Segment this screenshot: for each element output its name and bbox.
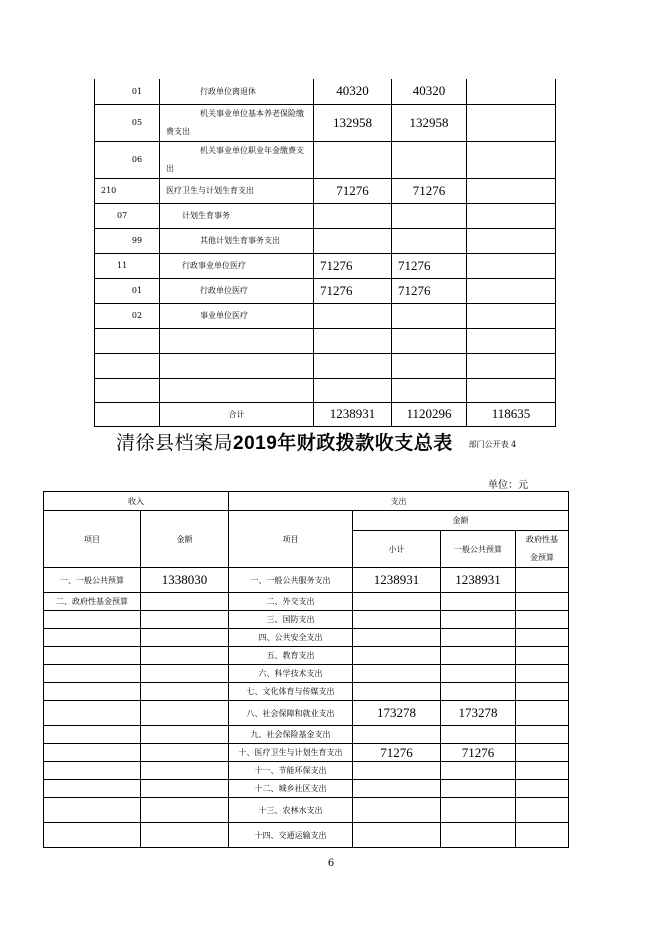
income-amount — [141, 647, 229, 665]
expense-item: 十四、交通运输支出 — [229, 823, 353, 848]
table-row — [95, 228, 556, 253]
total-row — [95, 402, 556, 426]
expense-general — [441, 629, 516, 647]
income-amount: 1338030 — [141, 568, 229, 593]
expense-fund — [516, 629, 569, 647]
row-general — [392, 141, 467, 178]
expense-item: 六、科学技术支出 — [229, 665, 353, 683]
page-number: 6 — [327, 858, 335, 869]
row-code: 05 — [95, 104, 160, 141]
expense-item: 十一、节能环保支出 — [229, 762, 353, 780]
expense-item: 十、医疗卫生与计划生育支出 — [229, 744, 353, 762]
table-row — [95, 104, 556, 141]
income-item — [44, 823, 141, 848]
table-row — [95, 253, 556, 278]
table-row — [44, 665, 569, 683]
table-row — [95, 141, 556, 178]
row-name-line-2: 费支出 — [166, 126, 190, 136]
expense-general — [441, 647, 516, 665]
row-code: 02 — [95, 303, 160, 328]
table-row — [44, 798, 569, 823]
general-budget-header: 一般公共预算 — [441, 531, 516, 568]
expense-fund — [516, 780, 569, 798]
expense-general: 71276 — [441, 744, 516, 762]
expense-general — [441, 823, 516, 848]
table-row — [95, 178, 556, 203]
total-general: 1120296 — [392, 402, 467, 426]
row-general: 71276 — [392, 278, 467, 303]
amount-group-header: 金额 — [353, 511, 569, 531]
expense-fund — [516, 647, 569, 665]
empty-row — [95, 353, 556, 378]
income-amount — [141, 780, 229, 798]
expense-fund — [516, 701, 569, 726]
income-item — [44, 611, 141, 629]
row-fund — [467, 203, 556, 228]
fiscal-summary-table — [43, 491, 569, 848]
empty-row — [95, 328, 556, 353]
expense-item-header: 项目 — [229, 511, 353, 568]
row-subtotal — [314, 141, 392, 178]
expense-item: 五、教育支出 — [229, 647, 353, 665]
income-header: 收入 — [44, 492, 229, 511]
unit-label: 单位：元 — [488, 480, 528, 491]
expense-subtotal: 1238931 — [353, 568, 441, 593]
expense-item: 九、社会保险基金支出 — [229, 726, 353, 744]
row-code: 99 — [95, 228, 160, 253]
row-fund — [467, 303, 556, 328]
expense-general — [441, 726, 516, 744]
expense-general — [441, 798, 516, 823]
income-item: 一、一般公共预算 — [44, 568, 141, 593]
row-name-line-1: 机关事业单位职业年金缴费支 — [200, 145, 304, 155]
expense-fund — [516, 568, 569, 593]
expense-fund — [516, 762, 569, 780]
row-general: 132958 — [392, 104, 467, 141]
table-row — [44, 744, 569, 762]
total-fund: 118635 — [467, 402, 556, 426]
expense-general — [441, 665, 516, 683]
expense-fund — [516, 665, 569, 683]
total-subtotal: 1238931 — [314, 402, 392, 426]
expense-general — [441, 762, 516, 780]
income-amount — [141, 683, 229, 701]
table-row — [44, 611, 569, 629]
income-amount — [141, 665, 229, 683]
income-item — [44, 780, 141, 798]
fund-budget-header-line-2: 金预算 — [530, 553, 554, 562]
row-subtotal — [314, 228, 392, 253]
row-subtotal: 71276 — [314, 253, 392, 278]
expense-subtotal — [353, 762, 441, 780]
row-name — [160, 141, 314, 178]
row-subtotal: 71276 — [314, 278, 392, 303]
expense-item: 十二、城乡社区支出 — [229, 780, 353, 798]
row-fund — [467, 104, 556, 141]
table-row — [95, 79, 556, 104]
expense-subtotal — [353, 823, 441, 848]
row-code: 01 — [95, 278, 160, 303]
total-label: 合计 — [160, 402, 314, 426]
row-general — [392, 228, 467, 253]
row-code: 06 — [95, 141, 160, 178]
row-code: 07 — [95, 203, 160, 228]
table-row — [44, 726, 569, 744]
expense-subtotal — [353, 798, 441, 823]
income-item-header: 项目 — [44, 511, 141, 568]
title-suffix: 年财政拨款收支总表 — [277, 433, 453, 454]
row-name: 行政事业单位医疗 — [160, 253, 314, 278]
income-item: 二、政府性基金预算 — [44, 593, 141, 611]
income-item — [44, 665, 141, 683]
income-item — [44, 647, 141, 665]
income-amount — [141, 762, 229, 780]
row-name-line-1: 机关事业单位基本养老保险缴 — [200, 108, 304, 118]
table-row — [44, 593, 569, 611]
row-fund — [467, 141, 556, 178]
expense-subtotal — [353, 647, 441, 665]
table-row — [44, 762, 569, 780]
expense-subtotal — [353, 780, 441, 798]
row-fund — [467, 79, 556, 104]
income-item — [44, 744, 141, 762]
income-amount — [141, 611, 229, 629]
expense-fund — [516, 744, 569, 762]
row-general — [392, 203, 467, 228]
income-amount — [141, 593, 229, 611]
row-subtotal: 132958 — [314, 104, 392, 141]
expense-fund — [516, 611, 569, 629]
expense-subtotal — [353, 629, 441, 647]
row-fund — [467, 253, 556, 278]
expense-general — [441, 593, 516, 611]
row-subtotal: 71276 — [314, 178, 392, 203]
income-amount — [141, 726, 229, 744]
expense-item: 三、国防支出 — [229, 611, 353, 629]
header-row — [44, 492, 569, 511]
expense-item: 四、公共安全支出 — [229, 629, 353, 647]
expense-subtotal — [353, 665, 441, 683]
table-number-note: 部门公开表 4 — [468, 440, 517, 449]
income-item — [44, 701, 141, 726]
expense-header: 支出 — [229, 492, 569, 511]
row-general: 71276 — [392, 253, 467, 278]
row-code: 210 — [95, 178, 160, 203]
row-subtotal — [314, 303, 392, 328]
expense-subtotal — [353, 611, 441, 629]
table-row — [44, 629, 569, 647]
expense-general: 173278 — [441, 701, 516, 726]
row-name: 计划生育事务 — [160, 203, 314, 228]
row-code: 11 — [95, 253, 160, 278]
row-subtotal: 40320 — [314, 79, 392, 104]
table-row — [95, 278, 556, 303]
expense-fund — [516, 798, 569, 823]
empty-row — [95, 378, 556, 402]
row-code: 01 — [95, 79, 160, 104]
row-name-line-2: 出 — [166, 163, 174, 173]
row-name: 行政单位医疗 — [160, 278, 314, 303]
table-row — [44, 647, 569, 665]
row-fund — [467, 228, 556, 253]
table-row — [95, 203, 556, 228]
row-general: 71276 — [392, 178, 467, 203]
row-name: 事业单位医疗 — [160, 303, 314, 328]
expense-item: 十三、农林水支出 — [229, 798, 353, 823]
expense-general — [441, 611, 516, 629]
table-row — [44, 683, 569, 701]
income-amount — [141, 629, 229, 647]
income-item — [44, 629, 141, 647]
expense-item: 二、外交支出 — [229, 593, 353, 611]
row-name: 行政单位离退休 — [160, 79, 314, 104]
row-fund — [467, 178, 556, 203]
title-prefix: 清徐县档案局 — [116, 433, 234, 454]
expense-subtotal: 173278 — [353, 701, 441, 726]
income-item — [44, 683, 141, 701]
title-year: 2019 — [233, 433, 278, 454]
expense-subtotal — [353, 726, 441, 744]
table-row — [44, 823, 569, 848]
table-row — [44, 701, 569, 726]
expense-subtotal — [353, 683, 441, 701]
income-amount — [141, 823, 229, 848]
expense-general — [441, 683, 516, 701]
table-row — [44, 780, 569, 798]
expense-fund — [516, 823, 569, 848]
expenditure-detail-table — [94, 79, 556, 427]
expense-fund — [516, 726, 569, 744]
expense-fund — [516, 593, 569, 611]
table-row — [95, 303, 556, 328]
row-name: 医疗卫生与计划生育支出 — [160, 178, 314, 203]
expense-general — [441, 780, 516, 798]
header-row — [44, 511, 569, 531]
fund-budget-header — [516, 531, 569, 568]
row-general: 40320 — [392, 79, 467, 104]
income-item — [44, 726, 141, 744]
expense-general: 1238931 — [441, 568, 516, 593]
income-item — [44, 798, 141, 823]
row-name — [160, 104, 314, 141]
subtotal-header: 小计 — [353, 531, 441, 568]
income-item — [44, 762, 141, 780]
expense-subtotal — [353, 593, 441, 611]
expense-fund — [516, 683, 569, 701]
table-row — [44, 568, 569, 593]
page-title — [116, 428, 566, 455]
row-name: 其他计划生育事务支出 — [160, 228, 314, 253]
income-amount — [141, 701, 229, 726]
expense-subtotal: 71276 — [353, 744, 441, 762]
income-amount — [141, 744, 229, 762]
fund-budget-header-line-1: 政府性基 — [526, 535, 558, 544]
expense-item: 八、社会保障和就业支出 — [229, 701, 353, 726]
expense-item: 一、一般公共服务支出 — [229, 568, 353, 593]
income-amount — [141, 798, 229, 823]
expense-item: 七、文化体育与传媒支出 — [229, 683, 353, 701]
row-subtotal — [314, 203, 392, 228]
row-general — [392, 303, 467, 328]
income-amount-header: 金额 — [141, 511, 229, 568]
row-fund — [467, 278, 556, 303]
